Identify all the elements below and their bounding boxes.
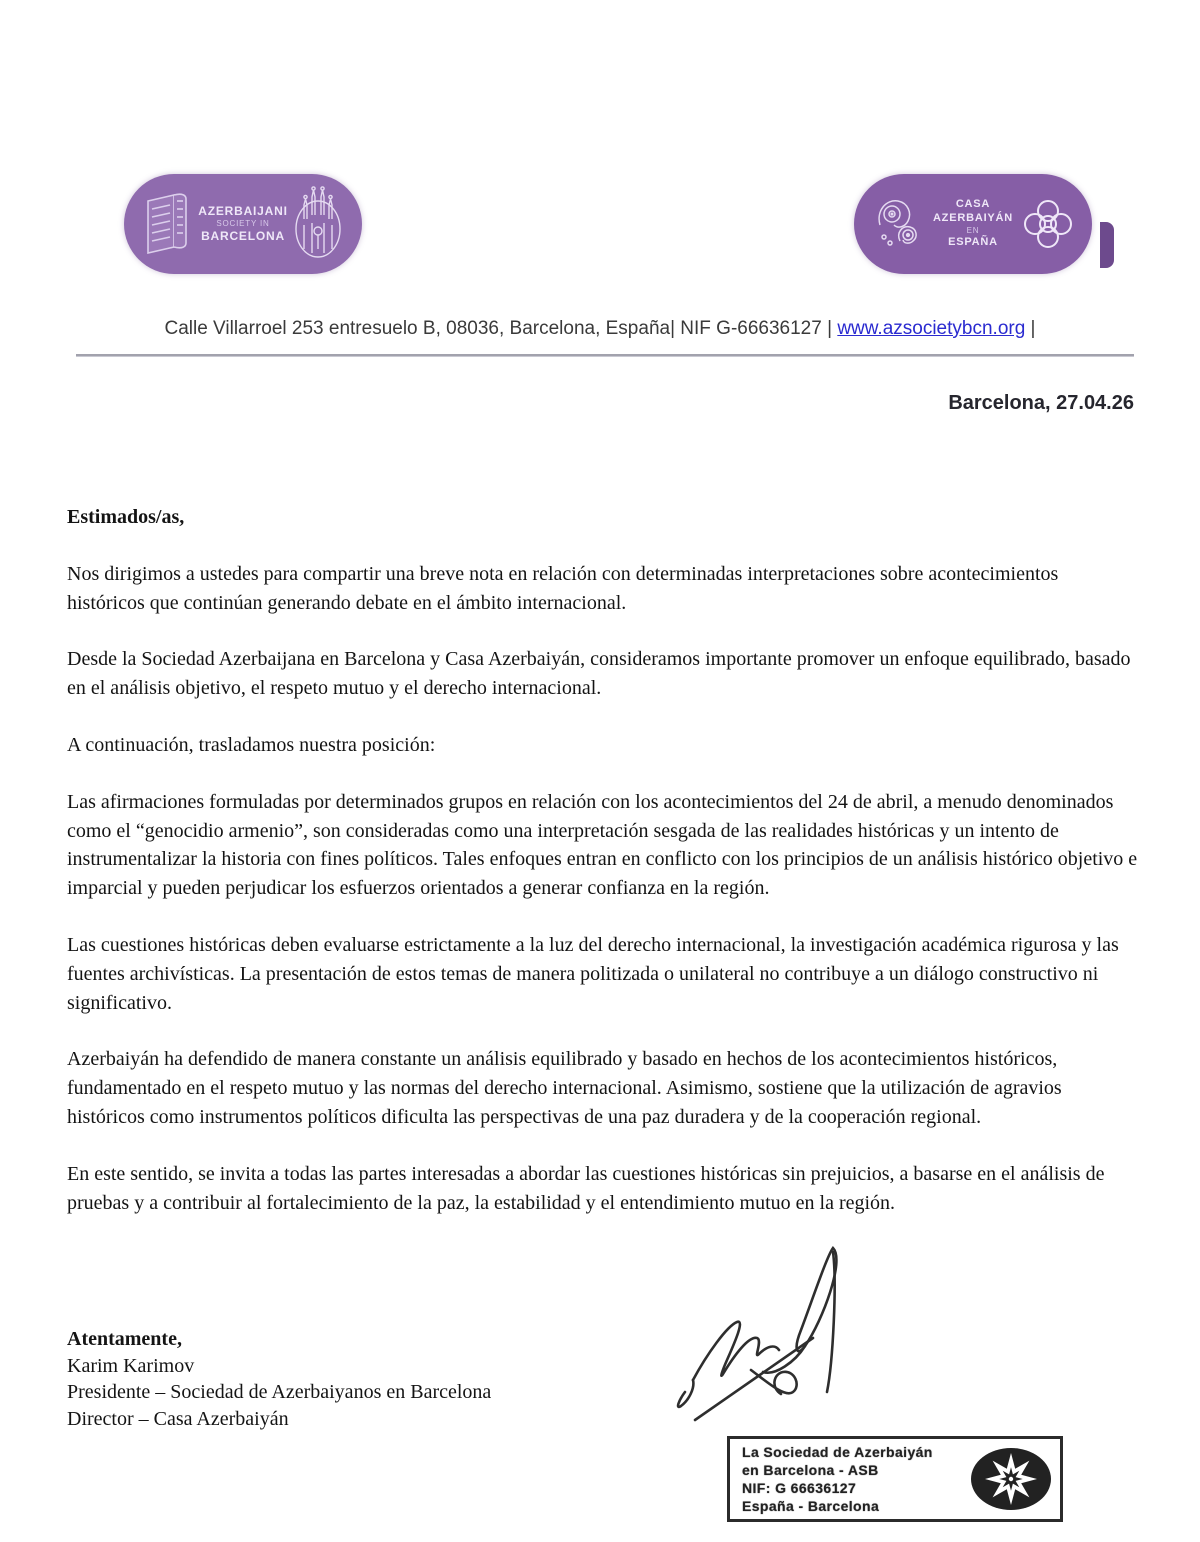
- logo-right-line3: ESPAÑA: [948, 235, 998, 248]
- logo-left-line1: AZERBAIJANI: [198, 204, 288, 218]
- address-text: Calle Villarroel 253 entresuelo B, 08036, Barcelona, España| NIF G-66636127 |: [164, 318, 838, 339]
- salutation: Estimados/as,: [67, 506, 185, 528]
- book-pages-icon: [140, 185, 196, 263]
- logo-right-text: [926, 198, 1020, 249]
- buta-paisley-icon: [870, 185, 926, 263]
- stamp-text: [730, 1443, 968, 1516]
- paragraph-4: Las afirmaciones formuladas por determinados grupos en relación con los acontecimientos del 24 de abril, a menudo denominados como el “genocidio armenio”, son consideradas como una interpretación sesgada de las realidades históricas y un intento de instrumentalizar la historia con fines políticos. Tales enfoques entran en conflicto con los principios de un análisis histórico objetivo e imparcial y pueden perjudicar los esfuerzos orientados a generar confianza en la región.: [67, 790, 1138, 900]
- paragraph-7: En este sentido, se invita a todas las partes interesadas a abordar las cuestiones históricas sin prejuicios, a basarse en el análisis de pruebas y a contribuir al fortalecimiento de la paz, la estabilidad y el entendimiento mutuo en la región.: [67, 1162, 1105, 1214]
- date-line: Barcelona, 27.04.26: [948, 392, 1134, 414]
- paragraph-6: Azerbaiyán ha defendido de manera constante un análisis equilibrado y basado en hechos de los acontecimientos históricos, fundamentado en el respeto mutuo y las normas del derecho internacional. Asimismo, sostiene que la utilización de agravios históricos como instrumentos políticos dificulta las perspectivas de una paz duradera y de la cooperación regional.: [67, 1048, 1062, 1128]
- logo-edge-decoration: [1100, 222, 1114, 268]
- official-stamp: [727, 1436, 1063, 1522]
- stamp-line-4: España - Barcelona: [742, 1498, 880, 1515]
- signer-title-1: Presidente – Sociedad de Azerbaiyanos en Barcelona: [67, 1381, 492, 1404]
- paragraph-3: A continuación, trasladamos nuestra posición:: [67, 733, 436, 756]
- paragraph-2: Desde la Sociedad Azerbaijana en Barcelona y Casa Azerbaiyán, consideramos importante promover un enfoque equilibrado, basado en el análisis objetivo, el respeto mutuo y el derecho internacional.: [67, 648, 1131, 700]
- letter-body: [67, 503, 1139, 1245]
- closing: Atentamente,: [67, 1328, 182, 1350]
- logo-left-line2: SOCIETY IN: [216, 219, 270, 228]
- logo-right-line1: CASA AZERBAIYÁN: [932, 198, 1014, 225]
- logo-left-line3: BARCELONA: [201, 229, 285, 243]
- header-divider: [76, 354, 1134, 357]
- paragraph-1: Nos dirigimos a ustedes para compartir una breve nota en relación con determinadas interpretaciones sobre acontecimientos históricos que continúan generando debate en el ámbito internacional.: [67, 562, 1059, 614]
- address-line: [0, 318, 1200, 340]
- signature-image: [655, 1242, 890, 1432]
- website-link[interactable]: www.azsocietybcn.org: [837, 318, 1026, 339]
- stamp-line-1: La Sociedad de Azerbaiyán: [742, 1443, 933, 1460]
- signer-name: Karim Karimov: [67, 1354, 195, 1377]
- logo-casa-azerbaiyan-espana: [854, 174, 1092, 274]
- address-trailing-separator: |: [1025, 318, 1036, 339]
- logo-right-line2: EN: [966, 225, 980, 235]
- stamp-line-3: NIF: G 66636127: [742, 1480, 857, 1496]
- paragraph-5: Las cuestiones históricas deben evaluarse estrictamente a la luz del derecho internacional, la investigación académica rigurosa y las fuentes archivísticas. La presentación de estos temas de manera politizada o unilateral no contribuye a un diálogo constructivo ni significativo.: [67, 933, 1119, 1014]
- logo-azerbaijani-society-barcelona: [124, 174, 362, 274]
- sagrada-familia-icon: [290, 185, 346, 263]
- logo-left-text: [196, 204, 290, 244]
- stamp-line-2: en Barcelona - ASB: [742, 1461, 879, 1478]
- signer-title-2: Director – Casa Azerbaiyán: [67, 1407, 289, 1430]
- signature-block: [67, 1326, 491, 1432]
- panot-flower-icon: [1020, 185, 1076, 263]
- star-emblem-icon: [968, 1444, 1054, 1514]
